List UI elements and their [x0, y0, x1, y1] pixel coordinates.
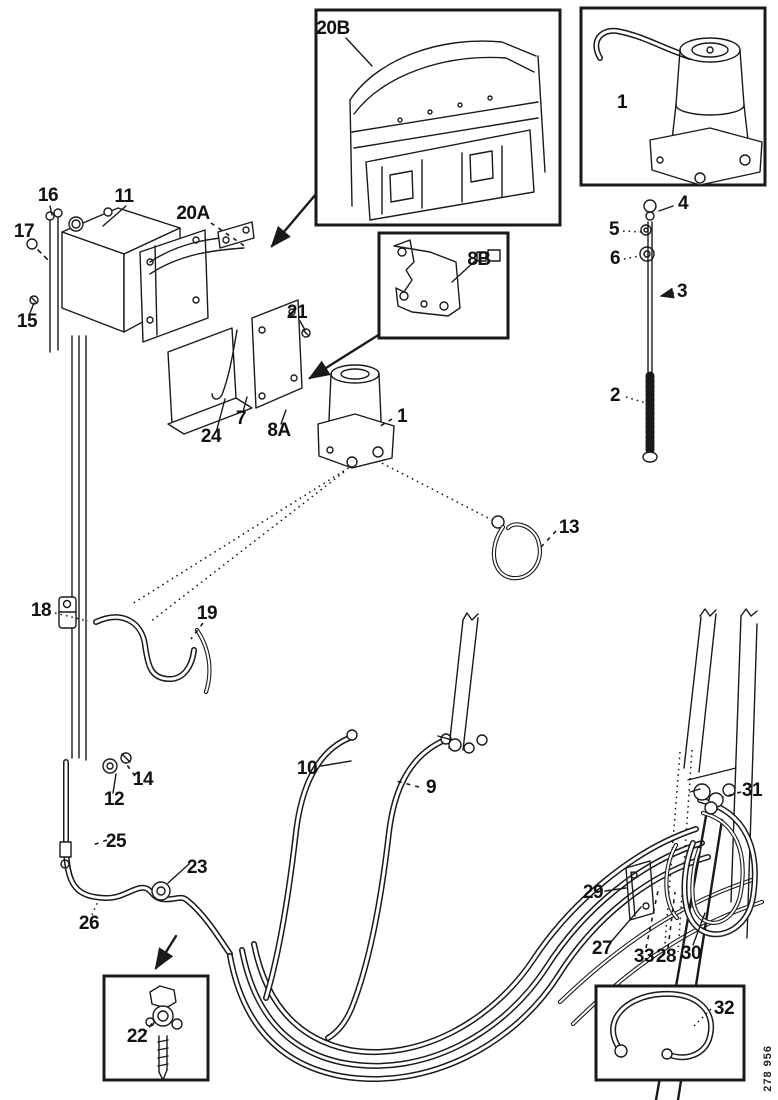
clamp-18 [59, 597, 76, 628]
part-label-6-11: 6 [609, 248, 621, 269]
part-label-19-20: 19 [196, 603, 218, 624]
part-label-20a-5: 20A [176, 203, 210, 224]
part-label-25-25: 25 [105, 831, 127, 852]
part-label-8b-8: 8B [467, 249, 491, 270]
fitting-12 [103, 759, 117, 773]
fitting-cluster-31 [688, 768, 736, 814]
part-label-21-7: 21 [286, 302, 308, 323]
pump-1-main [318, 365, 394, 468]
part-label-32-35: 32 [713, 998, 735, 1019]
part-label-10-23: 10 [296, 758, 318, 779]
reservoir-supply-tubes [72, 336, 86, 760]
part-label-9-24: 9 [425, 777, 437, 798]
part-label-4-9: 4 [677, 193, 689, 214]
part-label-17-3: 17 [13, 221, 35, 242]
hose-10 [266, 730, 452, 998]
bracket-assembly-20a [140, 222, 310, 434]
drawing-number: 278 956 [762, 1045, 774, 1092]
part-label-33-31: 33 [633, 946, 655, 967]
part-label-20b-0: 20B [316, 18, 350, 39]
part-label-27-30: 27 [591, 938, 613, 959]
part-label-1-17: 1 [396, 406, 408, 427]
inset-frame-20b [316, 10, 560, 225]
part-label-3-12: 3 [676, 281, 688, 302]
part-label-31-28: 31 [741, 780, 763, 801]
part-label-8a-16: 8A [267, 420, 291, 441]
part-label-30-33: 30 [680, 943, 702, 964]
part-label-28-32: 28 [655, 946, 677, 967]
part-label-14-21: 14 [132, 769, 154, 790]
clamp-23 [152, 882, 170, 900]
part-label-13-18: 13 [558, 517, 580, 538]
part-label-11-4: 11 [114, 186, 134, 207]
part-label-15-6: 15 [16, 311, 38, 332]
hose-19 [96, 617, 209, 692]
part-label-7-15: 7 [235, 408, 247, 429]
inset-valve-22 [104, 976, 208, 1080]
part-label-22-34: 22 [126, 1026, 148, 1047]
part-label-23-26: 23 [186, 857, 208, 878]
inset-pump-1 [581, 8, 765, 185]
part-label-5-10: 5 [608, 219, 620, 240]
part-label-16-2: 16 [37, 185, 59, 206]
bolt-14 [121, 753, 131, 763]
dipstick-assembly [640, 200, 657, 462]
part-label-1-1: 1 [616, 92, 628, 113]
part-label-12-22: 12 [103, 789, 125, 810]
part-label-24-14: 24 [200, 426, 222, 447]
part-label-18-19: 18 [30, 600, 52, 621]
part-label-29-29: 29 [582, 882, 604, 903]
part-label-26-27: 26 [78, 913, 100, 934]
hook-13 [492, 516, 540, 578]
left-loader-arm [449, 613, 487, 753]
part-label-2-13: 2 [609, 385, 621, 406]
